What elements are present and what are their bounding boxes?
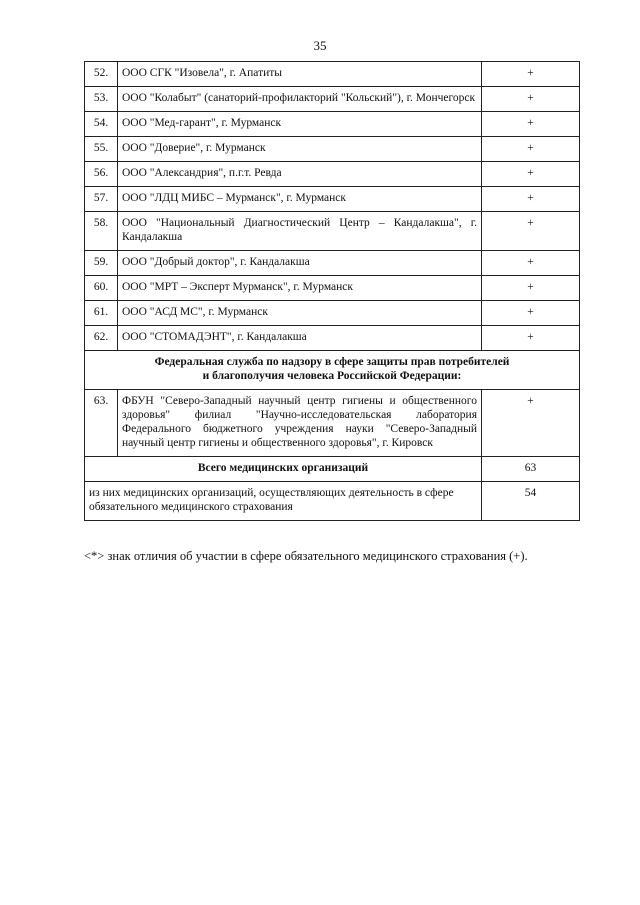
row-number: 53. [85, 87, 118, 112]
table-row [85, 212, 580, 251]
organization-name: ООО "ЛДЦ МИБС – Мурманск", г. Мурманск [118, 187, 482, 212]
organization-name: ООО СГК "Изовела", г. Апатиты [118, 62, 482, 87]
medical-organizations-table [84, 61, 580, 521]
total-value: 63 [482, 457, 580, 482]
section-header-line2: и благополучия человека Российской Федерации: [202, 370, 462, 382]
oms-total-row [85, 482, 580, 521]
total-row [85, 457, 580, 482]
oms-mark: + [482, 62, 580, 87]
row-number: 52. [85, 62, 118, 87]
oms-mark: + [482, 301, 580, 326]
section-header-row [85, 351, 580, 390]
row-number: 58. [85, 212, 118, 251]
table-row [85, 301, 580, 326]
organization-name: ООО "СТОМАДЭНТ", г. Кандалакша [118, 326, 482, 351]
table-body [85, 62, 580, 521]
oms-mark: + [482, 326, 580, 351]
table-row [85, 112, 580, 137]
table-row [85, 276, 580, 301]
organization-name: ООО "Национальный Диагностический Центр – Кандалакша", г. Кандалакша [118, 212, 482, 251]
table-row [85, 187, 580, 212]
table-row [85, 87, 580, 112]
oms-mark: + [482, 212, 580, 251]
section-header-line1: Федеральная служба по надзору в сфере защиты прав потребителей [154, 356, 510, 368]
row-number: 61. [85, 301, 118, 326]
total-label: Всего медицинских организаций [85, 457, 482, 482]
row-number: 54. [85, 112, 118, 137]
row-number: 59. [85, 251, 118, 276]
row-number: 63. [85, 390, 118, 457]
table-row [85, 326, 580, 351]
page-number: 35 [313, 38, 327, 53]
oms-mark: + [482, 137, 580, 162]
oms-mark: + [482, 87, 580, 112]
table-row [85, 251, 580, 276]
row-number: 60. [85, 276, 118, 301]
table-row [85, 62, 580, 87]
row-number: 56. [85, 162, 118, 187]
organization-name: ООО "Колабыт" (санаторий-профилакторий "Кольский"), г. Мончегорск [118, 87, 482, 112]
row-number: 55. [85, 137, 118, 162]
oms-mark: + [482, 276, 580, 301]
organization-name: ООО "Александрия", п.г.т. Ревда [118, 162, 482, 187]
organization-name: ООО "Добрый доктор", г. Кандалакша [118, 251, 482, 276]
organization-name: ФБУН "Северо-Западный научный центр гигиены и общественного здоровья" филиал "Научно-исследовательская лаборатория Федерального бюджетного учреждения науки "Северо-Западный научный центр гигиены и общественного здоровья", г. Кировск [118, 390, 482, 457]
row-number: 62. [85, 326, 118, 351]
section-header [85, 351, 580, 390]
organization-name: ООО "Мед-гарант", г. Мурманск [118, 112, 482, 137]
oms-mark: + [482, 390, 580, 457]
oms-mark: + [482, 112, 580, 137]
organization-name: ООО "АСД МС", г. Мурманск [118, 301, 482, 326]
table-row [85, 390, 580, 457]
table-row [85, 137, 580, 162]
table-row [85, 162, 580, 187]
organization-name: ООО "Доверие", г. Мурманск [118, 137, 482, 162]
oms-mark: + [482, 187, 580, 212]
oms-mark: + [482, 251, 580, 276]
footnote: <*> знак отличия об участии в сфере обязательного медицинского страхования (+). [84, 549, 528, 563]
oms-mark: + [482, 162, 580, 187]
row-number: 57. [85, 187, 118, 212]
oms-label: из них медицинских организаций, осуществляющих деятельность в сфере обязательного медицинского страхования [85, 482, 482, 521]
oms-value: 54 [482, 482, 580, 521]
organization-name: ООО "МРТ – Эксперт Мурманск", г. Мурманск [118, 276, 482, 301]
